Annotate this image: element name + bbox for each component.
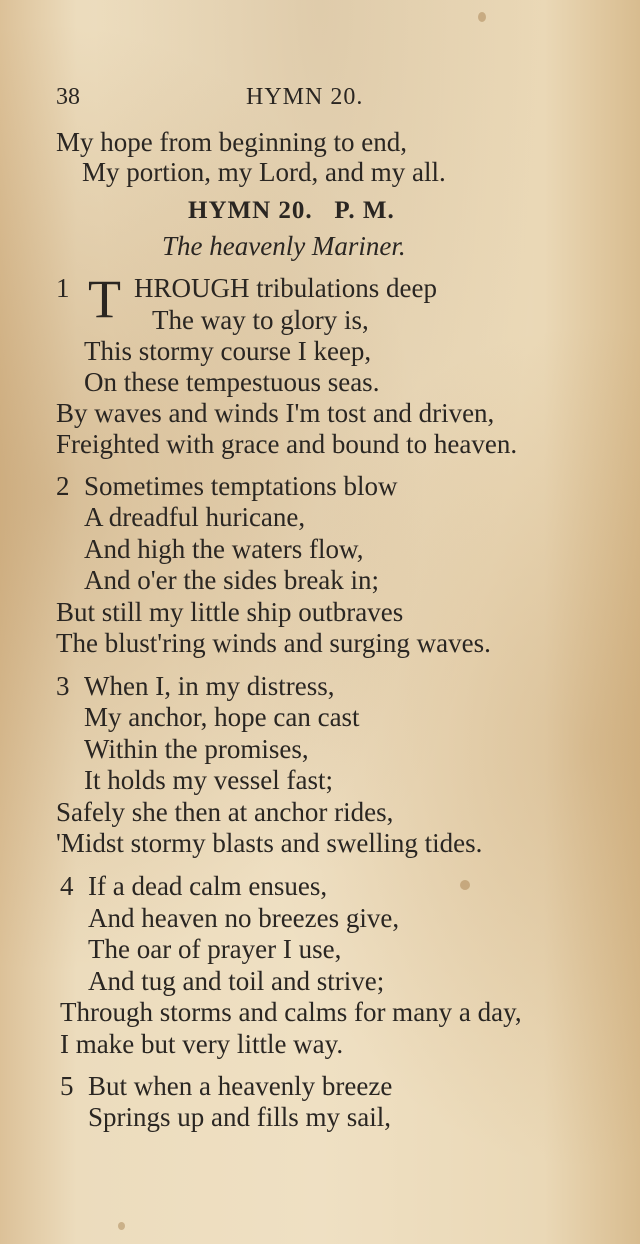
verse-line: But still my little ship outbraves [56,597,404,627]
drop-cap: T [88,269,121,329]
page-number: 38 [56,84,80,110]
verse-line: By waves and winds I'm tost and driven, [56,398,495,428]
verse-line: Sometimes temptations blow [84,471,398,501]
previous-hymn-line: My portion, my Lord, and my all. [82,157,446,187]
verse-line: Freighted with grace and bound to heaven. [56,429,518,459]
verse-line: When I, in my distress, [84,671,335,701]
verse-line: HROUGH tribulations deep [134,273,437,303]
verse-number: 5 [60,1071,74,1101]
verse-line: The oar of prayer I use, [88,934,342,964]
verse-line: 'Midst stormy blasts and swelling tides. [56,828,483,858]
verse-line: But when a heavenly breeze [88,1071,393,1101]
verse-line: Within the promises, [84,734,309,764]
previous-hymn-line: My hope from beginning to end, [56,127,407,157]
verse-line: This stormy course I keep, [84,336,372,366]
verse-number: 3 [56,671,70,701]
verse-line: And o'er the sides break in; [84,565,380,595]
running-title: HYMN 20. [246,84,364,110]
verse-number: 4 [60,871,74,901]
verse-line: The way to glory is, [152,305,369,335]
verse-line: If a dead calm ensues, [88,871,328,901]
verse-line: I make but very little way. [60,1029,344,1059]
verse-line: My anchor, hope can cast [84,702,360,732]
page-header [0,84,640,114]
verse-line: A dreadful huricane, [84,502,306,532]
paper-stain [460,880,470,890]
hymn-title: HYMN 20. P. M. [188,197,395,224]
verse-line: And heaven no breezes give, [88,903,400,933]
verse-line: And high the waters flow, [84,534,364,564]
verse-line: Springs up and fills my sail, [88,1102,391,1132]
verse-line: The blust'ring winds and surging waves. [56,628,491,658]
paper-stain [478,12,486,22]
verse-line: On these tempestuous seas. [84,367,380,397]
verse-line: It holds my vessel fast; [84,765,333,795]
verse-line: Through storms and calms for many a day, [60,997,522,1027]
verse-number: 2 [56,471,70,501]
verse-number: 1 [56,273,70,303]
verse-line: Safely she then at anchor rides, [56,797,394,827]
hymn-subtitle: The heavenly Mariner. [162,231,406,261]
verse-line: And tug and toil and strive; [88,966,385,996]
paper-stain [118,1222,125,1230]
